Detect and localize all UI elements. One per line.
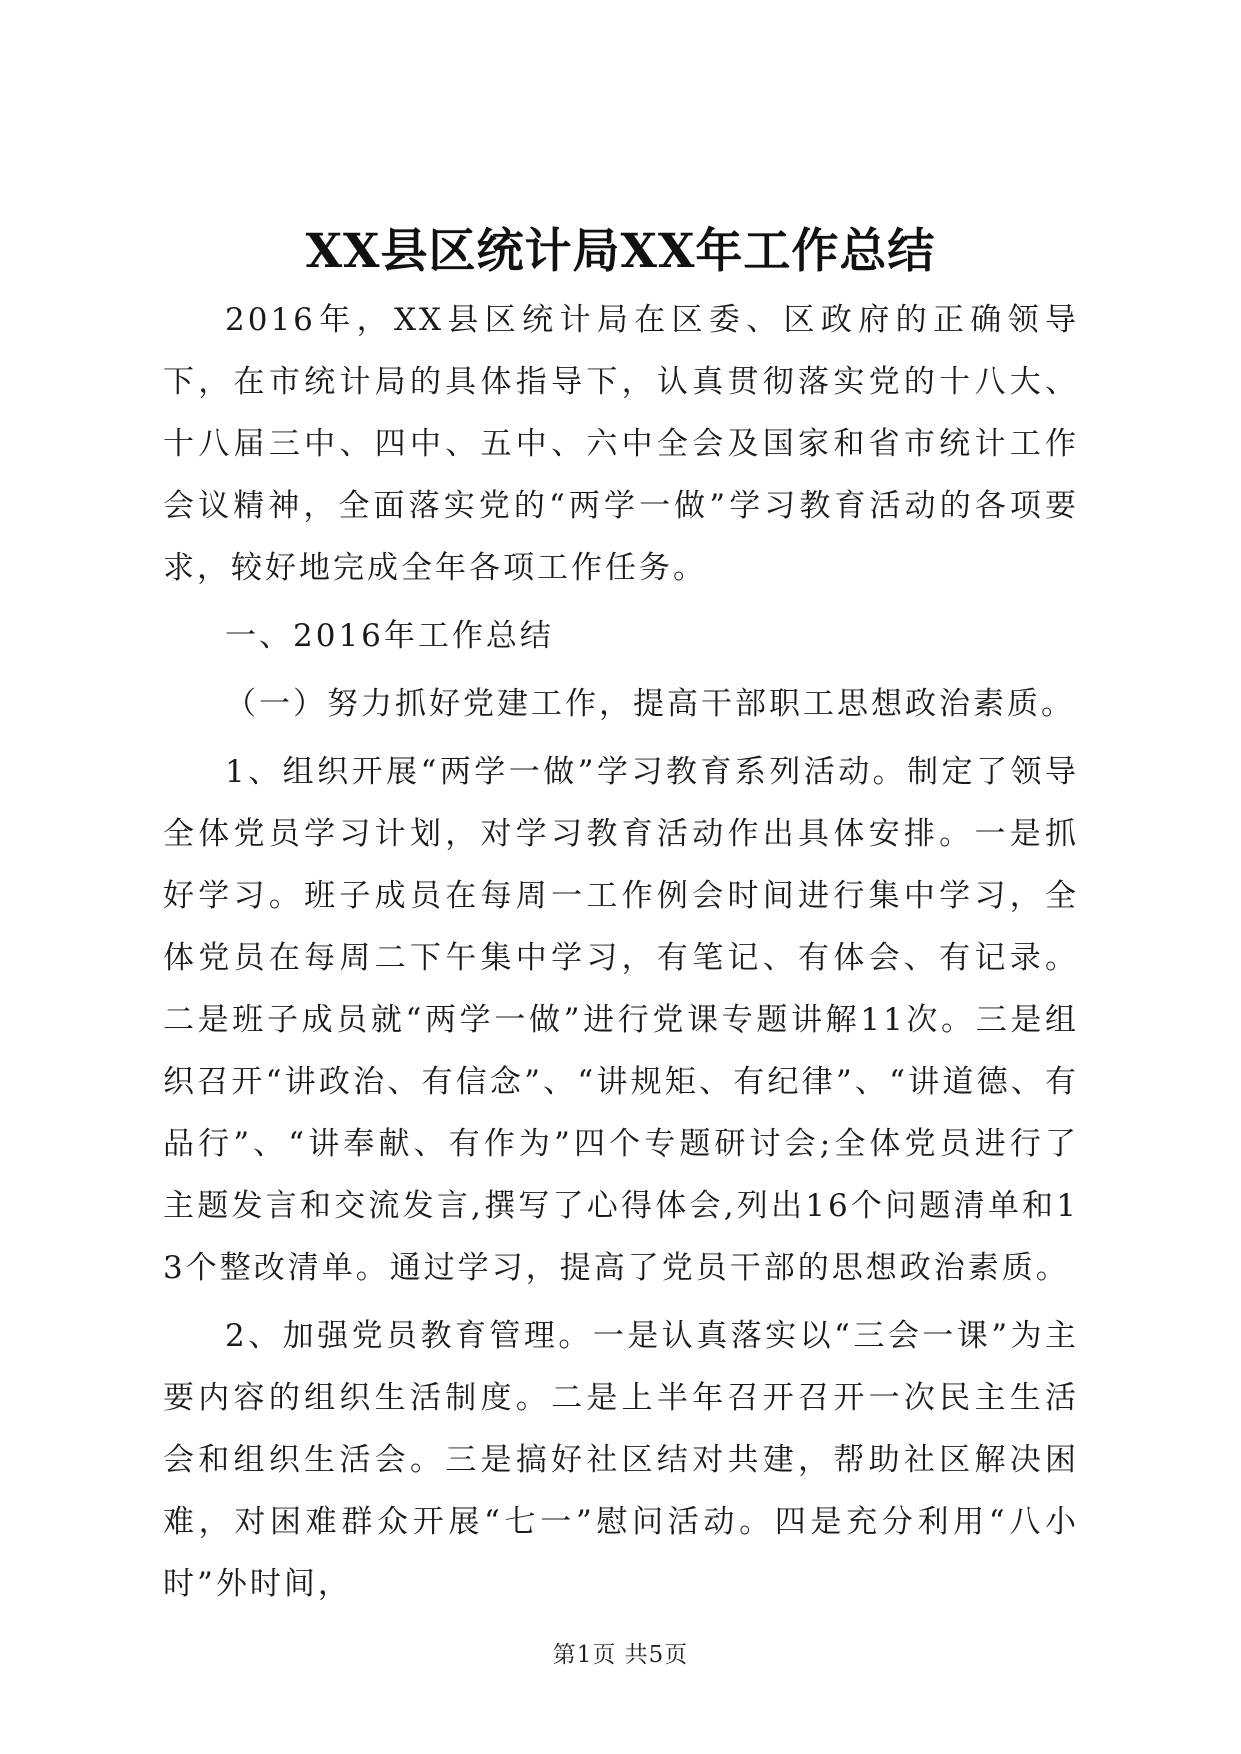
paragraph-item-1: 1、组织开展“两学一做”学习教育系列活动。制定了领导全体党员学习计划，对学习教育活动作出具体安排。一是抓好学习。班子成员在每周一工作例会时间进行集中学习，全体党员在每周二下午集中学习，有笔记、有体会、有记录。二是班子成员就“两学一做”进行党课专题讲解11次。三是组织召开“讲政治、有信念”、“讲规矩、有纪律”、“讲道德、有品行”、“讲奉献、有作为”四个专题研讨会;全体党员进行了主题发言和交流发言,撰写了心得体会,列出16个问题清单和13个整改清单。通过学习，提高了党员干部的思想政治素质。: [163, 754, 1079, 1286]
paragraph-intro: 2016年，XX县区统计局在区委、区政府的正确领导下，在市统计局的具体指导下，认真贯彻落实党的十八大、十八届三中、四中、五中、六中全会及国家和省市统计工作会议精神，全面落实党的“两学一做”学习教育活动的各项要求，较好地完成全年各项工作任务。: [163, 302, 1079, 586]
subsection-heading-1: （一）努力抓好党建工作，提高干部职工思想政治素质。: [225, 686, 1075, 722]
document-title: XX县区统计局XX年工作总结: [305, 224, 936, 279]
section-heading-1: 一、2016年工作总结: [225, 618, 554, 654]
page-footer: 第1页 共5页: [552, 1642, 689, 1668]
paragraph-item-2: 2、加强党员教育管理。一是认真落实以“三会一课”为主要内容的组织生活制度。二是上半年召开召开一次民主生活会和组织生活会。三是搞好社区结对共建，帮助社区解决困难，对困难群众开展“七一”慰问活动。四是充分利用“八小时”外时间，: [163, 1318, 1079, 1602]
document-body: [163, 289, 1079, 1615]
